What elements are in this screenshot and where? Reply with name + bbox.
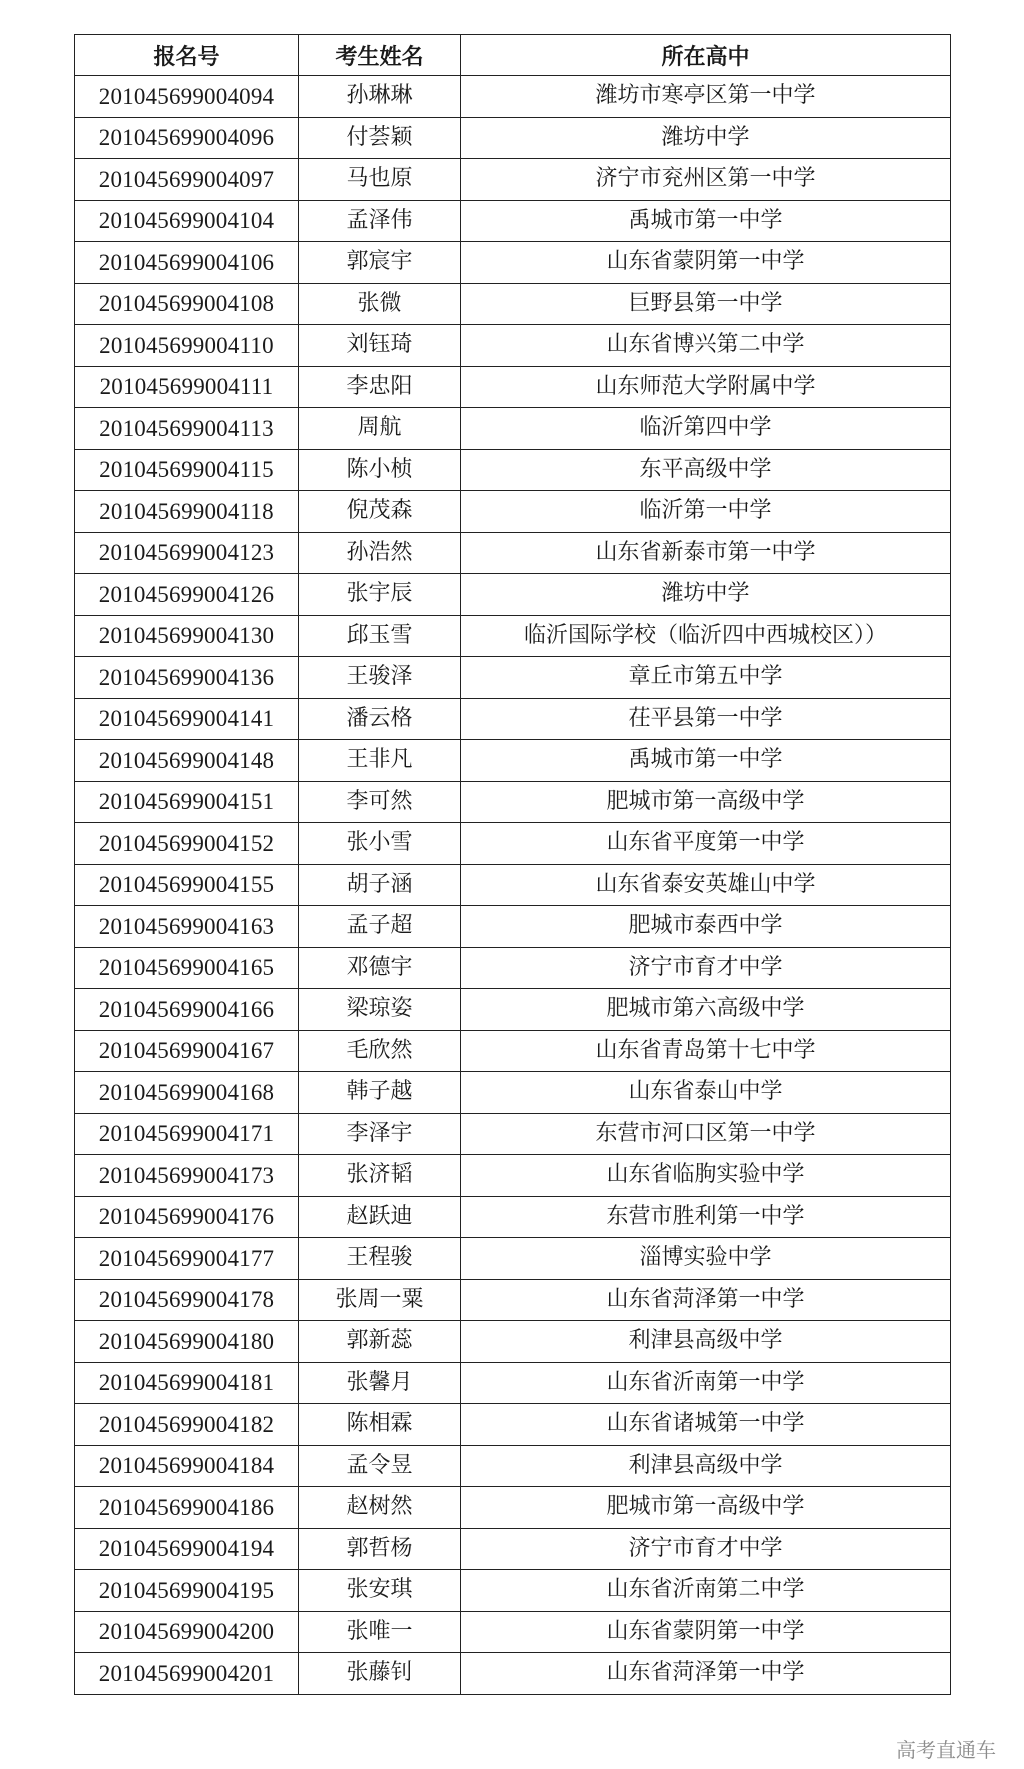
table-header <box>75 35 951 76</box>
high-school-cell: 山东省泰山中学 <box>461 1072 951 1114</box>
table-row <box>75 574 951 616</box>
student-name-cell: 陈相霖 <box>299 1404 461 1446</box>
student-name-cell: 赵跃迪 <box>299 1196 461 1238</box>
table-row <box>75 532 951 574</box>
student-name-cell: 王程骏 <box>299 1238 461 1280</box>
high-school-cell: 山东省沂南第二中学 <box>461 1570 951 1612</box>
table-row <box>75 76 951 118</box>
student-name-cell: 毛欣然 <box>299 1030 461 1072</box>
high-school-cell: 肥城市第一高级中学 <box>461 1487 951 1529</box>
table-row <box>75 1279 951 1321</box>
registration-number-cell: 201045699004165 <box>75 947 299 989</box>
student-name-cell: 邓德宇 <box>299 947 461 989</box>
high-school-cell: 济宁市兖州区第一中学 <box>461 159 951 201</box>
high-school-cell: 潍坊中学 <box>461 117 951 159</box>
registration-number-cell: 201045699004201 <box>75 1653 299 1695</box>
high-school-cell: 山东省诸城第一中学 <box>461 1404 951 1446</box>
student-name-cell: 王骏泽 <box>299 657 461 699</box>
registration-number-cell: 201045699004096 <box>75 117 299 159</box>
student-name-cell: 张馨月 <box>299 1362 461 1404</box>
high-school-cell: 山东省菏泽第一中学 <box>461 1279 951 1321</box>
registration-number-cell: 201045699004180 <box>75 1321 299 1363</box>
table-row <box>75 1404 951 1446</box>
table-row <box>75 1445 951 1487</box>
high-school-cell: 巨野县第一中学 <box>461 283 951 325</box>
high-school-cell: 茌平县第一中学 <box>461 698 951 740</box>
table-row <box>75 657 951 699</box>
table-row <box>75 117 951 159</box>
table-row <box>75 408 951 450</box>
high-school-cell: 东营市胜利第一中学 <box>461 1196 951 1238</box>
high-school-cell: 利津县高级中学 <box>461 1321 951 1363</box>
table-row <box>75 449 951 491</box>
registration-number-cell: 201045699004181 <box>75 1362 299 1404</box>
student-name-cell: 付荟颖 <box>299 117 461 159</box>
student-name-cell: 梁琼姿 <box>299 989 461 1031</box>
registration-number-cell: 201045699004167 <box>75 1030 299 1072</box>
high-school-cell: 济宁市育才中学 <box>461 947 951 989</box>
registration-number-cell: 201045699004094 <box>75 76 299 118</box>
registration-number-cell: 201045699004177 <box>75 1238 299 1280</box>
registration-number-cell: 201045699004108 <box>75 283 299 325</box>
table-row <box>75 1611 951 1653</box>
student-name-cell: 张唯一 <box>299 1611 461 1653</box>
student-name-cell: 郭新蕊 <box>299 1321 461 1363</box>
high-school-cell: 山东省菏泽第一中学 <box>461 1653 951 1695</box>
high-school-cell: 潍坊市寒亭区第一中学 <box>461 76 951 118</box>
registration-number-cell: 201045699004148 <box>75 740 299 782</box>
high-school-cell: 禹城市第一中学 <box>461 740 951 782</box>
registration-number-cell: 201045699004186 <box>75 1487 299 1529</box>
registration-number-cell: 201045699004178 <box>75 1279 299 1321</box>
registration-number-cell: 201045699004130 <box>75 615 299 657</box>
student-name-cell: 张济韬 <box>299 1155 461 1197</box>
student-name-cell: 李忠阳 <box>299 366 461 408</box>
table-row <box>75 283 951 325</box>
student-name-cell: 潘云格 <box>299 698 461 740</box>
high-school-cell: 济宁市育才中学 <box>461 1528 951 1570</box>
student-name-cell: 李可然 <box>299 781 461 823</box>
table-row <box>75 1072 951 1114</box>
high-school-cell: 山东省泰安英雄山中学 <box>461 864 951 906</box>
high-school-cell: 山东省沂南第一中学 <box>461 1362 951 1404</box>
registration-number-cell: 201045699004200 <box>75 1611 299 1653</box>
table-row <box>75 242 951 284</box>
table-row <box>75 325 951 367</box>
table-row <box>75 947 951 989</box>
table-row <box>75 823 951 865</box>
student-name-cell: 马也原 <box>299 159 461 201</box>
student-name-cell: 孟令昱 <box>299 1445 461 1487</box>
high-school-cell: 潍坊中学 <box>461 574 951 616</box>
table-body <box>75 76 951 1695</box>
registration-number-cell: 201045699004194 <box>75 1528 299 1570</box>
student-name-cell: 郭宸宇 <box>299 242 461 284</box>
table-row <box>75 906 951 948</box>
table-row <box>75 159 951 201</box>
student-name-cell: 孟子超 <box>299 906 461 948</box>
registration-number-cell: 201045699004152 <box>75 823 299 865</box>
table-row <box>75 491 951 533</box>
registration-number-cell: 201045699004136 <box>75 657 299 699</box>
student-name-cell: 周航 <box>299 408 461 450</box>
table-row <box>75 864 951 906</box>
high-school-cell: 章丘市第五中学 <box>461 657 951 699</box>
table-row <box>75 1528 951 1570</box>
high-school-cell: 山东省新泰市第一中学 <box>461 532 951 574</box>
high-school-cell: 肥城市第六高级中学 <box>461 989 951 1031</box>
student-name-cell: 倪茂森 <box>299 491 461 533</box>
registration-number-cell: 201045699004163 <box>75 906 299 948</box>
registration-number-cell: 201045699004123 <box>75 532 299 574</box>
header-registration-number: 报名号 <box>75 35 299 76</box>
registration-number-cell: 201045699004168 <box>75 1072 299 1114</box>
student-name-cell: 陈小桢 <box>299 449 461 491</box>
registration-number-cell: 201045699004182 <box>75 1404 299 1446</box>
table-row <box>75 989 951 1031</box>
high-school-cell: 禹城市第一中学 <box>461 200 951 242</box>
table-row <box>75 1362 951 1404</box>
high-school-cell: 临沂国际学校（临沂四中西城校区）） <box>461 615 951 657</box>
student-name-cell: 赵树然 <box>299 1487 461 1529</box>
student-name-cell: 韩子越 <box>299 1072 461 1114</box>
high-school-cell: 临沂第四中学 <box>461 408 951 450</box>
high-school-cell: 东平高级中学 <box>461 449 951 491</box>
table-row <box>75 1487 951 1529</box>
table-row <box>75 366 951 408</box>
registration-number-cell: 201045699004155 <box>75 864 299 906</box>
registration-number-cell: 201045699004184 <box>75 1445 299 1487</box>
student-name-cell: 张周一粟 <box>299 1279 461 1321</box>
roster-sheet <box>74 34 950 1695</box>
header-row <box>75 35 951 76</box>
registration-number-cell: 201045699004171 <box>75 1113 299 1155</box>
student-name-cell: 胡子涵 <box>299 864 461 906</box>
high-school-cell: 山东省蒙阴第一中学 <box>461 242 951 284</box>
student-name-cell: 张藤钊 <box>299 1653 461 1695</box>
table-row <box>75 698 951 740</box>
table-row <box>75 1653 951 1695</box>
registration-number-cell: 201045699004104 <box>75 200 299 242</box>
table-row <box>75 1570 951 1612</box>
student-name-cell: 张微 <box>299 283 461 325</box>
registration-number-cell: 201045699004176 <box>75 1196 299 1238</box>
table-row <box>75 1196 951 1238</box>
table-row <box>75 781 951 823</box>
header-student-name: 考生姓名 <box>299 35 461 76</box>
high-school-cell: 肥城市泰西中学 <box>461 906 951 948</box>
registration-number-cell: 201045699004151 <box>75 781 299 823</box>
registration-number-cell: 201045699004141 <box>75 698 299 740</box>
high-school-cell: 利津县高级中学 <box>461 1445 951 1487</box>
registration-number-cell: 201045699004097 <box>75 159 299 201</box>
student-name-cell: 孙浩然 <box>299 532 461 574</box>
student-name-cell: 张小雪 <box>299 823 461 865</box>
table-row <box>75 1030 951 1072</box>
high-school-cell: 肥城市第一高级中学 <box>461 781 951 823</box>
high-school-cell: 临沂第一中学 <box>461 491 951 533</box>
registration-number-cell: 201045699004166 <box>75 989 299 1031</box>
registration-number-cell: 201045699004106 <box>75 242 299 284</box>
table-row <box>75 1321 951 1363</box>
student-name-cell: 孟泽伟 <box>299 200 461 242</box>
registration-number-cell: 201045699004126 <box>75 574 299 616</box>
table-row <box>75 615 951 657</box>
student-name-cell: 刘钰琦 <box>299 325 461 367</box>
student-name-cell: 张宇辰 <box>299 574 461 616</box>
student-name-cell: 邱玉雪 <box>299 615 461 657</box>
high-school-cell: 山东省蒙阴第一中学 <box>461 1611 951 1653</box>
high-school-cell: 山东师范大学附属中学 <box>461 366 951 408</box>
student-name-cell: 张安琪 <box>299 1570 461 1612</box>
student-name-cell: 郭哲杨 <box>299 1528 461 1570</box>
student-name-cell: 李泽宇 <box>299 1113 461 1155</box>
table-row <box>75 1238 951 1280</box>
student-name-cell: 王非凡 <box>299 740 461 782</box>
table-row <box>75 1155 951 1197</box>
registration-number-cell: 201045699004118 <box>75 491 299 533</box>
student-roster-table <box>74 34 951 1695</box>
header-high-school: 所在高中 <box>461 35 951 76</box>
registration-number-cell: 201045699004115 <box>75 449 299 491</box>
high-school-cell: 淄博实验中学 <box>461 1238 951 1280</box>
registration-number-cell: 201045699004111 <box>75 366 299 408</box>
high-school-cell: 山东省临朐实验中学 <box>461 1155 951 1197</box>
high-school-cell: 东营市河口区第一中学 <box>461 1113 951 1155</box>
high-school-cell: 山东省平度第一中学 <box>461 823 951 865</box>
table-row <box>75 200 951 242</box>
high-school-cell: 山东省青岛第十七中学 <box>461 1030 951 1072</box>
student-name-cell: 孙琳琳 <box>299 76 461 118</box>
table-row <box>75 1113 951 1155</box>
high-school-cell: 山东省博兴第二中学 <box>461 325 951 367</box>
registration-number-cell: 201045699004113 <box>75 408 299 450</box>
watermark-text: 高考直通车 <box>896 1738 996 1762</box>
table-row <box>75 740 951 782</box>
registration-number-cell: 201045699004195 <box>75 1570 299 1612</box>
registration-number-cell: 201045699004110 <box>75 325 299 367</box>
registration-number-cell: 201045699004173 <box>75 1155 299 1197</box>
